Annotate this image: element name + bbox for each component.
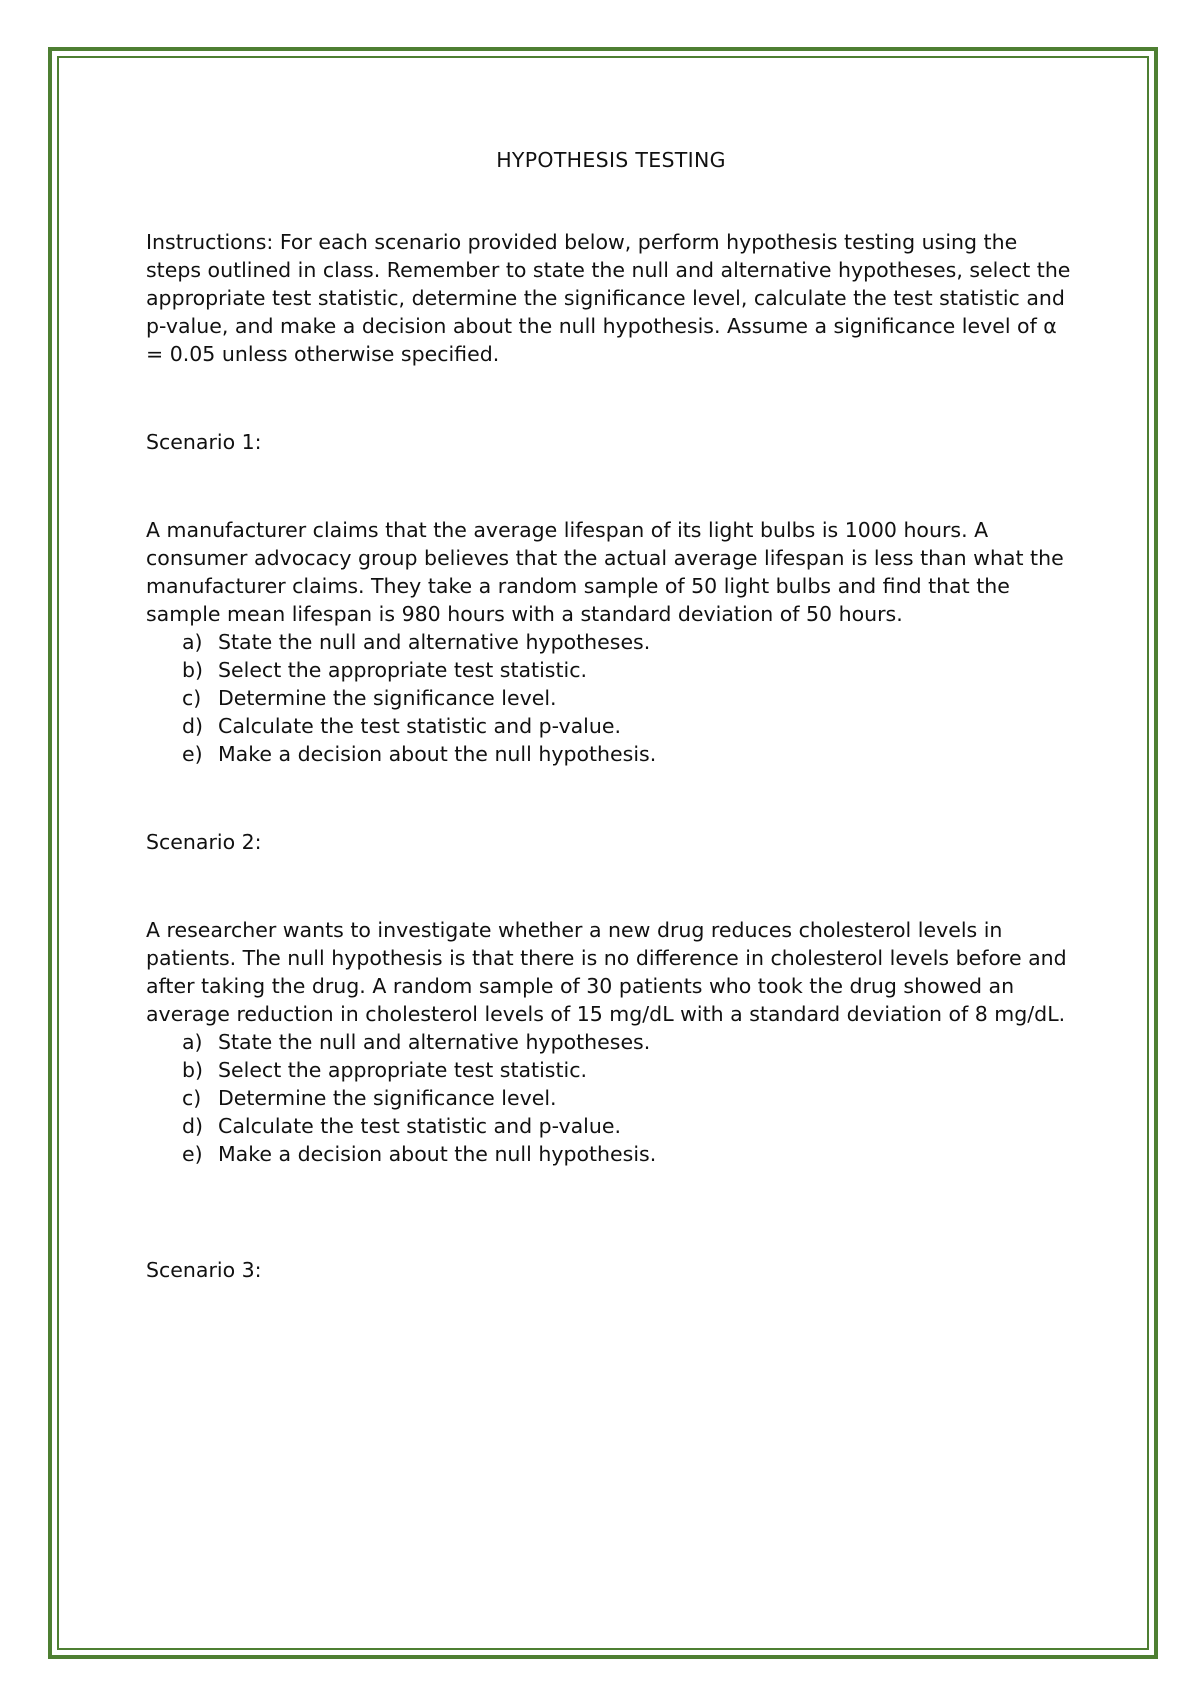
list-marker: a) xyxy=(182,1030,203,1054)
list-item-text: State the null and alternative hypotheses. xyxy=(218,1030,651,1054)
list-item-text: Determine the significance level. xyxy=(218,1086,557,1110)
list-item xyxy=(182,1084,1076,1112)
scenario-1-steps xyxy=(146,628,1076,768)
scenario-2-steps xyxy=(146,1028,1076,1168)
list-item xyxy=(182,656,1076,684)
list-marker: c) xyxy=(182,1086,202,1110)
list-marker: e) xyxy=(182,1142,203,1166)
list-marker: d) xyxy=(182,1114,204,1138)
list-item-text: Make a decision about the null hypothesis. xyxy=(218,1142,657,1166)
list-item xyxy=(182,1028,1076,1056)
list-item xyxy=(182,1112,1076,1140)
scenario-1-heading: Scenario 1: xyxy=(146,430,262,454)
scenario-2-body: A researcher wants to investigate whether a new drug reduces cholesterol levels in patients. The null hypothesis is that there is no difference in cholesterol levels before and after taking the drug. A random sample of 30 patients who took the drug showed an average reduction in cholesterol levels of 15 mg/dL with a standard deviation of 8 mg/dL. xyxy=(146,918,1067,1026)
scenario-2-heading: Scenario 2: xyxy=(146,830,262,854)
list-marker: c) xyxy=(182,686,202,710)
list-marker: d) xyxy=(182,714,204,738)
list-item xyxy=(182,712,1076,740)
list-item xyxy=(182,1140,1076,1168)
list-item-text: Select the appropriate test statistic. xyxy=(218,1058,587,1082)
list-marker: e) xyxy=(182,742,203,766)
document-body xyxy=(146,146,1076,1284)
list-item xyxy=(182,684,1076,712)
list-item-text: Select the appropriate test statistic. xyxy=(218,658,587,682)
list-item-text: State the null and alternative hypotheses. xyxy=(218,630,651,654)
instructions-paragraph: Instructions: For each scenario provided below, perform hypothesis testing using the steps outlined in class. Remember to state the null and alternative hypotheses, select the appropriate test statistic, determine the significance level, calculate the test statistic and p-value, and make a decision about the null hypothesis. Assume a significance level of α = 0.05 unless otherwise specified. xyxy=(146,230,1071,366)
list-marker: b) xyxy=(182,1058,204,1082)
document-title: HYPOTHESIS TESTING xyxy=(496,148,726,172)
list-marker: a) xyxy=(182,630,203,654)
scenario-1-body: A manufacturer claims that the average lifespan of its light bulbs is 1000 hours. A consumer advocacy group believes that the actual average lifespan is less than what the manufacturer claims. They take a random sample of 50 light bulbs and find that the sample mean lifespan is 980 hours with a standard deviation of 50 hours. xyxy=(146,518,1064,626)
list-item-text: Determine the significance level. xyxy=(218,686,557,710)
list-item xyxy=(182,740,1076,768)
list-item xyxy=(182,1056,1076,1084)
list-marker: b) xyxy=(182,658,204,682)
list-item-text: Calculate the test statistic and p-value. xyxy=(218,714,621,738)
list-item-text: Calculate the test statistic and p-value. xyxy=(218,1114,621,1138)
list-item xyxy=(182,628,1076,656)
scenario-3-heading: Scenario 3: xyxy=(146,1258,262,1282)
list-item-text: Make a decision about the null hypothesis. xyxy=(218,742,657,766)
